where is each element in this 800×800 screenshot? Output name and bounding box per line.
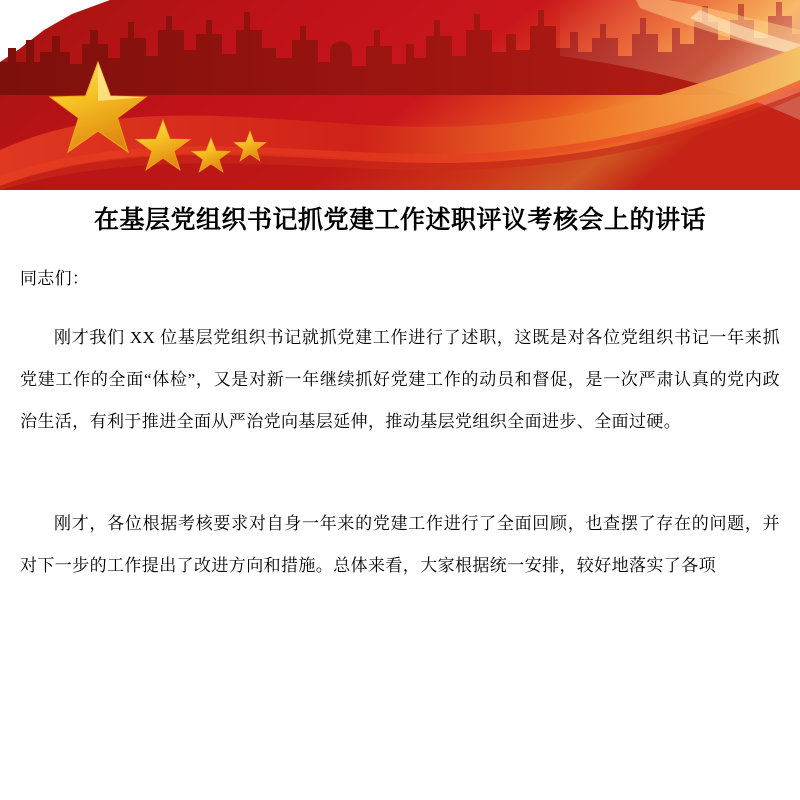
body-paragraph-1: 刚才我们 XX 位基层党组织书记就抓党建工作进行了述职，这既是对各位党组织书记一年来抓党建工作的全面“体检”，又是对新一年继续抓好党建工作的动员和督促，是一次严肃认真的党内政治生活，有利于推进全面从严治党向基层延伸，推动基层党组织全面进步、全面过硬。 — [20, 328, 780, 431]
body-paragraph-2: 刚才，各位根据考核要求对自身一年来的党建工作进行了全面回顾，也查摆了存在的问题，并对下一步的工作提出了改进方向和措施。总体来看，大家根据统一安排，较好地落实了各项 — [20, 514, 780, 575]
page-title: 在基层党组织书记抓党建工作述职评议考核会上的讲话 — [93, 207, 706, 234]
salutation-text: 同志们： — [20, 269, 90, 288]
banner-graphic — [0, 0, 800, 190]
page-banner — [0, 0, 800, 190]
